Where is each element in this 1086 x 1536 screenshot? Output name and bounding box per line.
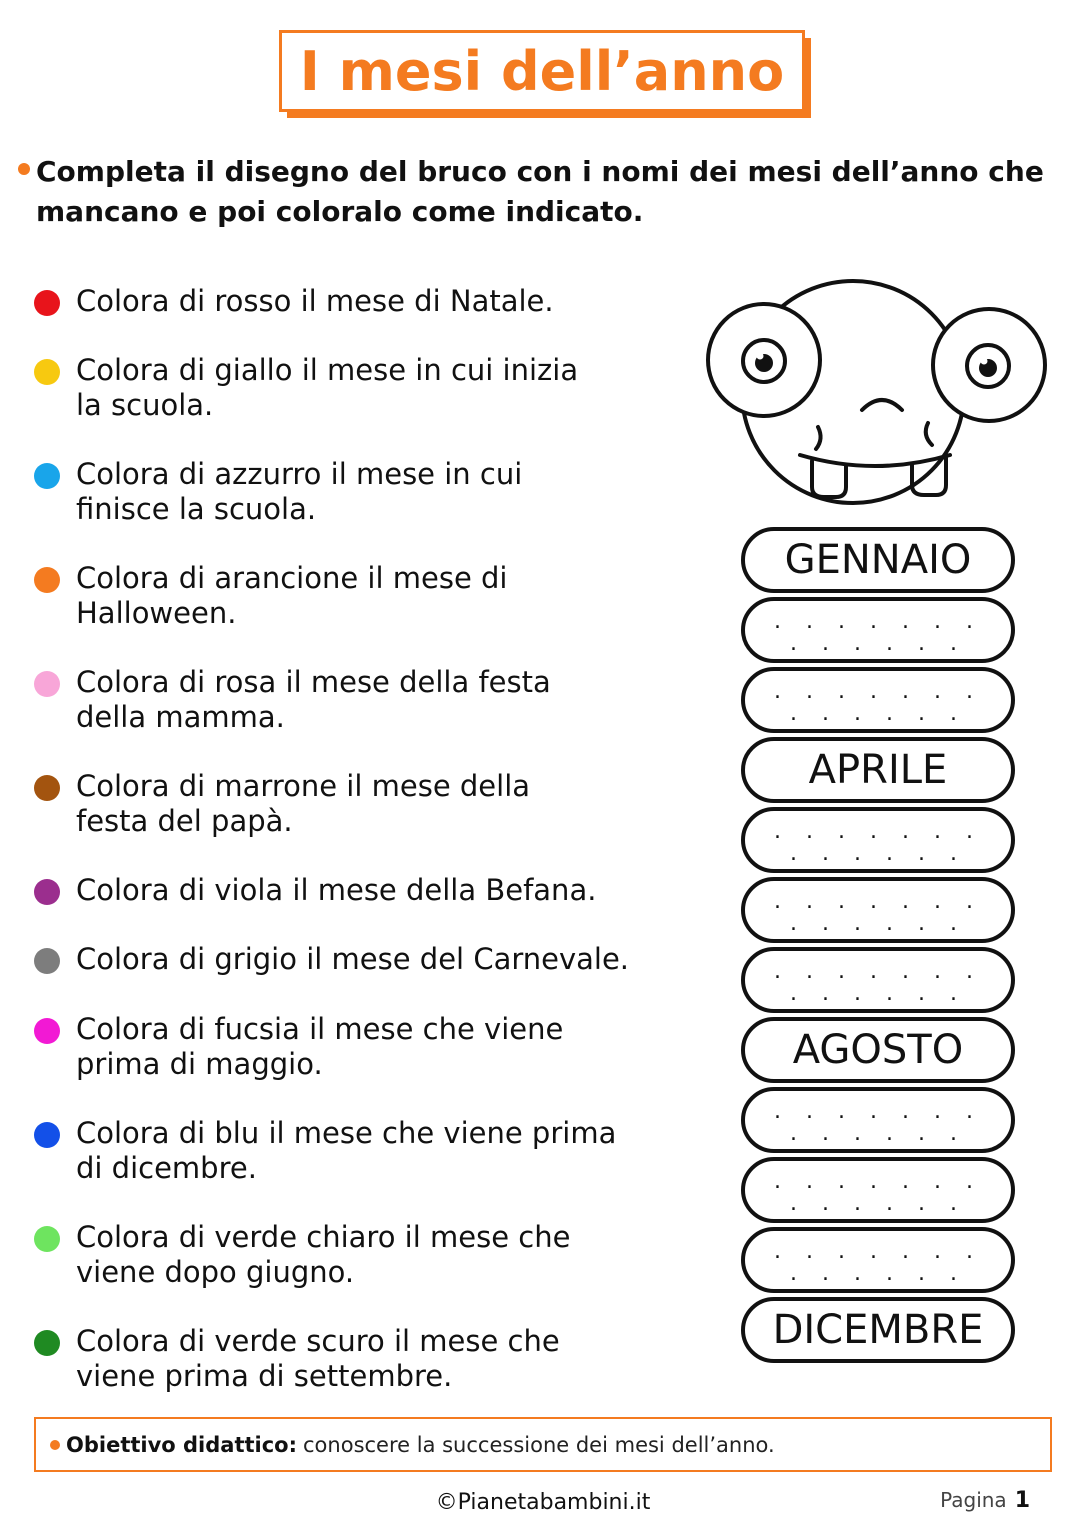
instruction-text-line-1: Colora di giallo il mese in cui inizia [76,353,579,387]
instruction-text-line-2: festa del papà. [76,804,293,838]
color-instruction-item [34,873,674,908]
color-dot-icon [34,1226,60,1252]
month-blank-segment [741,597,1015,663]
instruction-line-1: Completa il disegno del bruco con i nomi dei mesi dell’anno che [36,155,1044,188]
caterpillar-head-icon [700,255,1055,540]
bullet-icon [18,163,30,175]
instruction-text-line-2: viene dopo giugno. [76,1255,355,1289]
instruction-text-line-2: Halloween. [76,596,237,630]
instruction-text-line-1: Colora di azzurro il mese in cui [76,457,523,491]
dotted-answer-line: . . . . . . . . . . . . . [774,889,982,936]
month-blank-segment [741,667,1015,733]
page-title: I mesi dell’anno [299,39,785,103]
color-dot-icon [34,879,60,905]
color-instruction-item [34,1116,674,1186]
title-box [279,30,805,112]
dotted-answer-line: . . . . . . . . . . . . . [774,959,982,1006]
month-segment [741,527,1015,593]
month-segment [741,737,1015,803]
month-segment [741,1297,1015,1363]
month-label: DICEMBRE [772,1307,984,1353]
instruction-text-line-1: Colora di arancione il mese di [76,561,508,595]
color-dot-icon [34,1330,60,1356]
dotted-answer-line: . . . . . . . . . . . . . [774,1239,982,1286]
color-instruction-item [34,1012,674,1082]
month-label: AGOSTO [792,1027,964,1073]
instruction-text-line-2: prima di maggio. [76,1047,323,1081]
instruction-text-line-2: della mamma. [76,700,285,734]
instruction-text-line-2: viene prima di settembre. [76,1359,453,1393]
title-banner [279,30,813,120]
instruction-text-line-1: Colora di verde chiaro il mese che [76,1220,571,1254]
month-label: GENNAIO [784,537,972,583]
month-segment [741,1017,1015,1083]
objective-text: conoscere la successione dei mesi dell’anno. [303,1432,775,1457]
color-dot-icon [34,463,60,489]
dotted-answer-line: . . . . . . . . . . . . . [774,609,982,656]
instruction-text-line-1: Colora di rosa il mese della festa [76,665,551,699]
color-instruction-item [34,942,674,977]
objective-label: Obiettivo didattico: [66,1432,298,1457]
month-label: APRILE [808,747,948,793]
color-dot-icon [34,775,60,801]
color-dot-icon [34,948,60,974]
month-blank-segment [741,1087,1015,1153]
color-instruction-item [34,1220,674,1290]
month-blank-segment [741,1157,1015,1223]
color-dot-icon [34,567,60,593]
color-instruction-item [34,284,674,319]
instruction-text-line-2: finisce la scuola. [76,492,317,526]
color-instruction-item [34,769,674,839]
color-instruction-item [34,353,674,423]
color-instruction-item [34,561,674,631]
copyright: ©Pianetabambini.it [435,1490,651,1515]
instruction-text-line-1: Colora di viola il mese della Befana. [76,873,597,907]
bullet-icon [50,1440,60,1450]
month-blank-segment [741,1227,1015,1293]
objective-box [34,1417,1052,1472]
instruction-text-line-1: Colora di rosso il mese di Natale. [76,284,554,318]
instruction-line-2: mancano e poi coloralo come indicato. [36,195,644,228]
color-instruction-item [34,665,674,735]
instruction-text-line-1: Colora di blu il mese che viene prima [76,1116,617,1150]
month-blank-segment [741,877,1015,943]
page-number [940,1488,1030,1513]
instruction-text-line-1: Colora di fucsia il mese che viene [76,1012,564,1046]
page-num: 1 [1014,1488,1030,1513]
instruction-text-line-2: la scuola. [76,388,214,422]
instruction-text-line-1: Colora di verde scuro il mese che [76,1324,560,1358]
instruction-text-line-1: Colora di grigio il mese del Carnevale. [76,942,630,976]
color-dot-icon [34,671,60,697]
dotted-answer-line: . . . . . . . . . . . . . [774,1169,982,1216]
dotted-answer-line: . . . . . . . . . . . . . [774,819,982,866]
page-label: Pagina [940,1488,1007,1512]
month-blank-segment [741,947,1015,1013]
color-instruction-item [34,1324,674,1394]
color-dot-icon [34,290,60,316]
color-instruction-item [34,457,674,527]
color-dot-icon [34,1018,60,1044]
instruction-text-line-2: di dicembre. [76,1151,257,1185]
instruction [18,152,1058,232]
dotted-answer-line: . . . . . . . . . . . . . [774,1099,982,1146]
instruction-text-line-1: Colora di marrone il mese della [76,769,531,803]
color-dot-icon [34,1122,60,1148]
color-dot-icon [34,359,60,385]
month-blank-segment [741,807,1015,873]
dotted-answer-line: . . . . . . . . . . . . . [774,679,982,726]
